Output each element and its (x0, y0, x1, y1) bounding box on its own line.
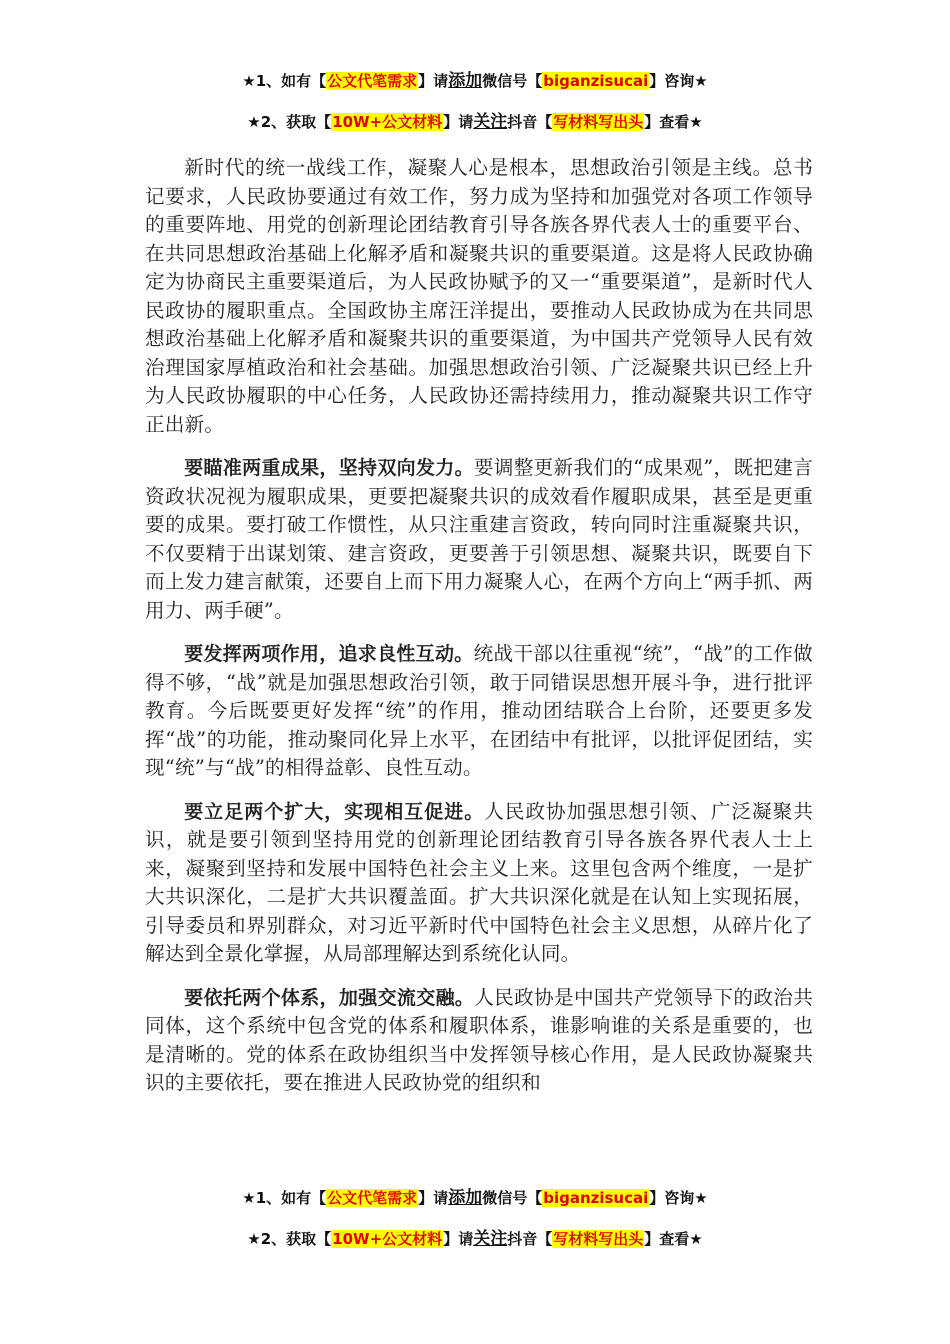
banner-text: 】咨询★ (649, 72, 708, 90)
highlight-tag: 10W+公文材料 (332, 113, 443, 131)
banner-text: 微信号【 (482, 1189, 543, 1207)
highlight-tag: 10W+公文材料 (332, 1230, 443, 1248)
paragraph-text: 人民政协是中国共产党领导下的政治共同体，这个系统中包含党的体系和履职体系，谁影响谁的关系是重要的，也是清晰的。党的体系在政协组织当中发挥领导核心作用，是人民政协凝聚共识的主要依托，要在推进人民政协党的组织和 (145, 985, 813, 1094)
paragraph-point-1 (145, 454, 813, 625)
paragraph-point-3 (145, 798, 813, 969)
paragraph-text: 新时代的统一战线工作，凝聚人心是根本，思想政治引领是主线。总书记要求，人民政协要通过有效工作，努力成为坚持和加强党对各项工作领导的重要阵地、用党的创新理论团结教育引导各族各界代表人士的重要平台、在共同思想政治基础上化解矛盾和凝聚共识的重要渠道。这是将人民政协确定为协商民主重要渠道后，为人民政协赋予的又一“重要渠道”，是新时代人民政协的履职重点。全国政协主席汪洋提出，要推动人民政协成为在共同思想政治基础上化解矛盾和凝聚共识的重要渠道，为中国共产党领导人民有效治理国家厚植政治和社会基础。加强思想政治引领、广泛凝聚共识已经上升为人民政协履职的中心任务，人民政协还需持续用力，推动凝聚共识工作守正出新。 (145, 156, 813, 436)
douyin-id-highlight: 写材料写出头 (553, 113, 644, 131)
banner-text: 微信号【 (482, 72, 543, 90)
banner-text: 抖音【 (507, 1230, 553, 1248)
footer-banner-1 (0, 1186, 950, 1210)
paragraph-lead: 要瞄准两重成果，坚持双向发力。 (184, 457, 474, 479)
banner-text: ★2、获取【 (247, 1230, 332, 1248)
banner-text: 】请 (418, 1189, 449, 1207)
banner-text: ★1、如有【 (242, 72, 327, 90)
paragraph-text: 要调整更新我们的“成果观”，既把建言资政状况视为履职成果，更要把凝聚共识的成效看作履职成果，甚至是更重要的成果。要打破工作惯性，从只注重建言资政，转向同时注重凝聚共识，不仅要精于出谋划策、建言资政，更要善于引领思想、凝聚共识，既要自下而上发力建言献策，还要自上而下用力凝聚人心，在两个方向上“两手抓、两用力、两手硬”。 (145, 456, 813, 622)
wechat-id-highlight: biganzisucai (543, 72, 649, 90)
banner-text: 】请 (443, 113, 474, 131)
paragraph-lead: 要依托两个体系，加强交流交融。 (184, 986, 475, 1009)
underlined-text: 关注 (473, 1229, 508, 1249)
wechat-id-highlight: biganzisucai (543, 1189, 649, 1207)
douyin-id-highlight: 写材料写出头 (553, 1230, 644, 1248)
banner-text: 】咨询★ (649, 1189, 708, 1207)
banner-text: 抖音【 (507, 113, 553, 131)
paragraph-lead: 要发挥两项作用，追求良性互动。 (184, 643, 474, 665)
highlight-tag: 公文代笔需求 (327, 72, 418, 90)
banner-text: ★2、获取【 (247, 113, 332, 131)
paragraph-text: 统战干部以往重视“统”，“战”的工作做得不够，“战”就是加强思想政治引领，敢于同错误思想开展斗争，进行批评教育。今后既要更好发挥“统”的作用，推动团结联合上台阶，还要更多发挥“战”的功能，推动聚同化异上水平，在团结中有批评，以批评促团结，实现“统”与“战”的相得益彰、良性互动。 (145, 642, 813, 779)
paragraph-point-2 (145, 640, 813, 783)
underlined-text: 添加 (448, 1188, 483, 1208)
paragraph-point-4 (145, 984, 813, 1098)
paragraph-text: 人民政协加强思想引领、广泛凝聚共识，就是要引领到坚持用党的创新理论团结教育引导各族各界代表人士上来，凝聚到坚持和发展中国特色社会主义上来。这里包含两个维度，一是扩大共识深化，二是扩大共识覆盖面。扩大共识深化就是在认知上实现拓展，引导委员和界别群众，对习近平新时代中国特色社会主义思想，从碎片化了解达到全景化掌握，从局部理解达到系统化认同。 (145, 799, 813, 965)
header-banner-2 (0, 110, 950, 134)
paragraph-intro (145, 154, 813, 439)
highlight-tag: 公文代笔需求 (327, 1189, 418, 1207)
banner-text: 】请 (443, 1230, 474, 1248)
document-body (145, 154, 813, 1113)
banner-text: 】查看★ (644, 1230, 703, 1248)
banner-text: ★1、如有【 (242, 1189, 327, 1207)
banner-text: 】请 (418, 72, 449, 90)
banner-text: 】查看★ (644, 113, 703, 131)
underlined-text: 添加 (448, 71, 483, 91)
underlined-text: 关注 (473, 112, 508, 132)
paragraph-lead: 要立足两个扩大，实现相互促进。 (184, 800, 485, 823)
header-banner-1 (0, 69, 950, 93)
footer-banner-2 (0, 1227, 950, 1251)
